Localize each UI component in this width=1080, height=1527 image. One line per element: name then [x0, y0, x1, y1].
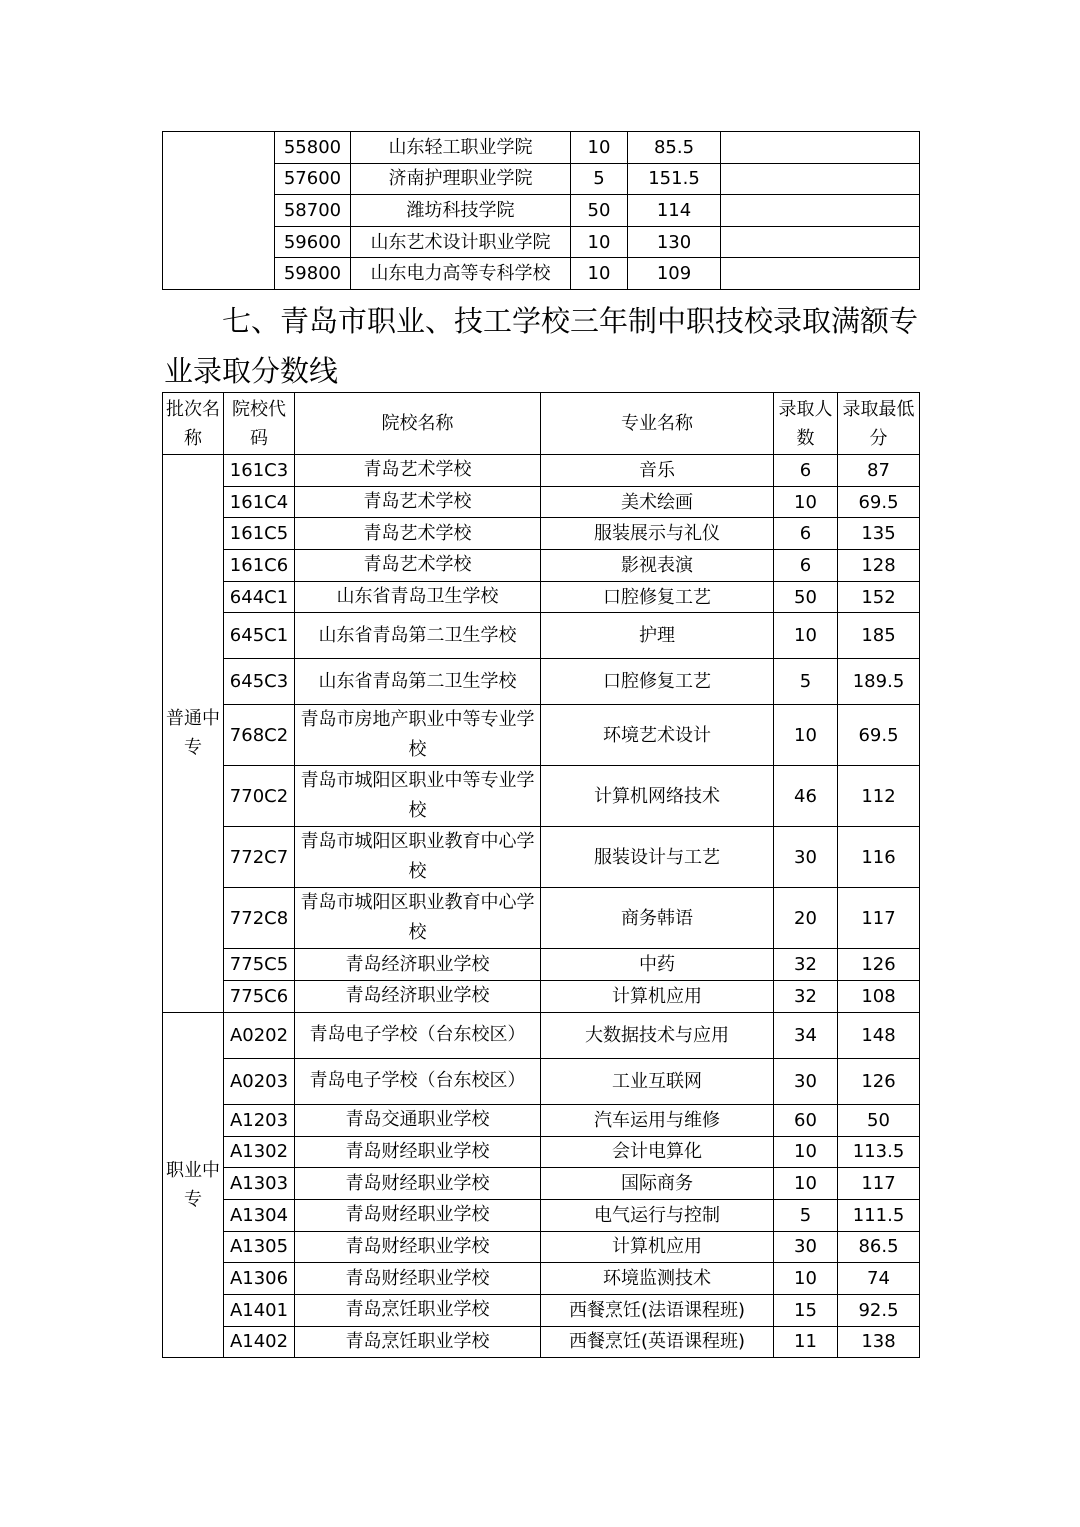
- school-name-continued: 校: [408, 922, 427, 944]
- code-cell: 644C1: [224, 581, 295, 613]
- code-cell: A1304: [224, 1199, 295, 1231]
- table-row: [163, 888, 920, 949]
- school-cell: [295, 888, 541, 949]
- table-row: [163, 1012, 920, 1058]
- count-cell: 6: [774, 455, 838, 487]
- major-cell: 电气运行与控制: [541, 1199, 774, 1231]
- header-count: [774, 393, 838, 455]
- school-cell: 山东艺术设计职业学院: [351, 226, 571, 258]
- score-cell: 130: [628, 226, 721, 258]
- school-cell: 山东轻工职业学院: [351, 132, 571, 164]
- count-cell: 30: [774, 827, 838, 888]
- code-cell: 645C1: [224, 613, 295, 659]
- count-cell: 10: [774, 613, 838, 659]
- table-row: [163, 827, 920, 888]
- school-name: 青岛烹饪职业学校: [345, 1330, 490, 1352]
- school-cell: [295, 1168, 541, 1200]
- count-cell: 50: [774, 581, 838, 613]
- school-name: 青岛艺术学校: [363, 554, 472, 576]
- school-cell: [295, 659, 541, 705]
- code-cell: 775C6: [224, 981, 295, 1013]
- score-cell: 126: [838, 949, 920, 981]
- school-cell: [295, 581, 541, 613]
- code-cell: 58700: [275, 195, 351, 227]
- school-name: 青岛经济职业学校: [345, 985, 490, 1007]
- school-cell: 山东电力高等专科学校: [351, 258, 571, 290]
- header-text: 录取人: [778, 398, 833, 420]
- continuation-table-body: [163, 132, 920, 290]
- header-text: 录取最低: [842, 398, 915, 420]
- school-name: 青岛市城阳区职业中等专业学: [300, 770, 535, 792]
- header-text: 院校代: [232, 398, 286, 420]
- code-cell: 161C4: [224, 486, 295, 518]
- code-cell: A1305: [224, 1231, 295, 1263]
- score-cell: 114: [628, 195, 721, 227]
- school-name: 青岛艺术学校: [363, 459, 472, 481]
- major-cell: 中药: [541, 949, 774, 981]
- major-cell: 音乐: [541, 455, 774, 487]
- school-cell: [295, 1199, 541, 1231]
- school-cell: [295, 1136, 541, 1168]
- header-code: [224, 393, 295, 455]
- school-name: 青岛电子学校（台东校区）: [309, 1024, 526, 1046]
- school-name: 青岛市房地产职业中等专业学: [300, 709, 535, 731]
- table-row: [163, 226, 920, 258]
- major-cell: 影视表演: [541, 550, 774, 582]
- table-row: [163, 613, 920, 659]
- header-text: 分: [869, 427, 888, 449]
- table-row: [163, 163, 920, 195]
- score-cell: 152: [838, 581, 920, 613]
- score-cell: 85.5: [628, 132, 721, 164]
- code-cell: A1401: [224, 1294, 295, 1326]
- count-cell: 6: [774, 550, 838, 582]
- school-name: 青岛财经职业学校: [345, 1267, 490, 1289]
- school-cell: [295, 981, 541, 1013]
- continuation-table: [162, 131, 920, 290]
- count-cell: 5: [774, 659, 838, 705]
- batch-cell: [163, 1012, 224, 1358]
- school-cell: [295, 550, 541, 582]
- header-batch: [163, 393, 224, 455]
- major-cell: 西餐烹饪(英语课程班): [541, 1326, 774, 1358]
- header-school: 院校名称: [295, 393, 541, 455]
- count-cell: 60: [774, 1104, 838, 1136]
- school-cell: [295, 1058, 541, 1104]
- major-cell: 口腔修复工艺: [541, 581, 774, 613]
- score-cell: 69.5: [838, 486, 920, 518]
- table-row: [163, 581, 920, 613]
- code-cell: 768C2: [224, 705, 295, 766]
- batch-label: 专: [184, 737, 202, 759]
- school-cell: [295, 613, 541, 659]
- table-row: [163, 659, 920, 705]
- code-cell: A0202: [224, 1012, 295, 1058]
- school-cell: [295, 766, 541, 827]
- table-row: [163, 486, 920, 518]
- code-cell: 645C3: [224, 659, 295, 705]
- school-name: 山东省青岛卫生学校: [336, 586, 499, 608]
- school-name: 青岛烹饪职业学校: [345, 1299, 490, 1321]
- school-name: 青岛财经职业学校: [345, 1204, 490, 1226]
- major-cell: 计算机应用: [541, 1231, 774, 1263]
- score-cell: 74: [838, 1263, 920, 1295]
- school-cell: 济南护理职业学院: [351, 163, 571, 195]
- score-cell: 185: [838, 613, 920, 659]
- table-row: [163, 1294, 920, 1326]
- table-row: [163, 1326, 920, 1358]
- school-cell: [295, 949, 541, 981]
- school-cell: [295, 1012, 541, 1058]
- score-cell: 92.5: [838, 1294, 920, 1326]
- table-row: [163, 1263, 920, 1295]
- school-cell: [295, 705, 541, 766]
- score-cell: 138: [838, 1326, 920, 1358]
- header-major: 专业名称: [541, 393, 774, 455]
- major-cell: 工业互联网: [541, 1058, 774, 1104]
- header-text: 码: [250, 427, 268, 449]
- score-cell: 108: [838, 981, 920, 1013]
- school-cell: 潍坊科技学院: [351, 195, 571, 227]
- batch-cell: [163, 132, 275, 290]
- school-name: 青岛财经职业学校: [345, 1172, 490, 1194]
- school-name: 山东省青岛第二卫生学校: [318, 670, 517, 692]
- table-row: [163, 949, 920, 981]
- note-cell: [721, 258, 920, 290]
- school-name: 山东省青岛第二卫生学校: [318, 624, 517, 646]
- table-row: [163, 258, 920, 290]
- header-text: 批次名: [166, 398, 220, 420]
- major-cell: 护理: [541, 613, 774, 659]
- code-cell: 775C5: [224, 949, 295, 981]
- code-cell: 57600: [275, 163, 351, 195]
- table-row: [163, 1136, 920, 1168]
- batch-label: 普通中: [166, 708, 220, 730]
- major-cell: 会计电算化: [541, 1136, 774, 1168]
- score-cell: 69.5: [838, 705, 920, 766]
- school-cell: [295, 827, 541, 888]
- count-cell: 32: [774, 981, 838, 1013]
- table-row: [163, 132, 920, 164]
- code-cell: A1203: [224, 1104, 295, 1136]
- table-row: [163, 1199, 920, 1231]
- score-cell: 148: [838, 1012, 920, 1058]
- code-cell: 772C8: [224, 888, 295, 949]
- major-cell: 国际商务: [541, 1168, 774, 1200]
- score-cell: 111.5: [838, 1199, 920, 1231]
- table-row: [163, 1058, 920, 1104]
- count-cell: 10: [571, 226, 628, 258]
- score-cell: 135: [838, 518, 920, 550]
- major-cell: 服装设计与工艺: [541, 827, 774, 888]
- code-cell: 161C6: [224, 550, 295, 582]
- major-cell: 计算机应用: [541, 981, 774, 1013]
- count-cell: 10: [774, 1136, 838, 1168]
- count-cell: 5: [774, 1199, 838, 1231]
- count-cell: 34: [774, 1012, 838, 1058]
- school-name: 青岛艺术学校: [363, 522, 472, 544]
- school-cell: [295, 455, 541, 487]
- major-cell: 环境监测技术: [541, 1263, 774, 1295]
- count-cell: 10: [774, 486, 838, 518]
- note-cell: [721, 163, 920, 195]
- count-cell: 10: [774, 705, 838, 766]
- school-name-continued: 校: [408, 800, 427, 822]
- score-cell: 109: [628, 258, 721, 290]
- school-cell: [295, 518, 541, 550]
- count-cell: 5: [571, 163, 628, 195]
- note-cell: [721, 226, 920, 258]
- school-cell: [295, 1326, 541, 1358]
- count-cell: 10: [774, 1263, 838, 1295]
- section-heading-line1: 七、青岛市职业、技工学校三年制中职技校录取满额专: [222, 304, 919, 338]
- table-header-row: [163, 393, 920, 455]
- count-cell: 10: [774, 1168, 838, 1200]
- major-cell: 商务韩语: [541, 888, 774, 949]
- note-cell: [721, 132, 920, 164]
- table-row: [163, 550, 920, 582]
- note-cell: [721, 195, 920, 227]
- major-cell: 服装展示与礼仪: [541, 518, 774, 550]
- table-row: [163, 455, 920, 487]
- code-cell: A1306: [224, 1263, 295, 1295]
- school-name: 青岛财经职业学校: [345, 1235, 490, 1257]
- count-cell: 11: [774, 1326, 838, 1358]
- score-cell: 112: [838, 766, 920, 827]
- count-cell: 50: [571, 195, 628, 227]
- score-cell: 113.5: [838, 1136, 920, 1168]
- school-name: 青岛市城阳区职业教育中心学: [300, 892, 535, 914]
- code-cell: 770C2: [224, 766, 295, 827]
- school-name-continued: 校: [408, 739, 427, 761]
- count-cell: 46: [774, 766, 838, 827]
- table-row: [163, 195, 920, 227]
- score-cell: 128: [838, 550, 920, 582]
- code-cell: A0203: [224, 1058, 295, 1104]
- admission-table-body: [163, 455, 920, 1358]
- header-text: 称: [184, 427, 202, 449]
- school-name: 青岛市城阳区职业教育中心学: [300, 831, 535, 853]
- section-heading-line2: 业录取分数线: [164, 354, 339, 388]
- school-cell: [295, 1263, 541, 1295]
- major-cell: 口腔修复工艺: [541, 659, 774, 705]
- school-name-continued: 校: [408, 861, 427, 883]
- major-cell: 环境艺术设计: [541, 705, 774, 766]
- score-cell: 117: [838, 1168, 920, 1200]
- code-cell: A1303: [224, 1168, 295, 1200]
- table-row: [163, 518, 920, 550]
- table-row: [163, 1231, 920, 1263]
- count-cell: 15: [774, 1294, 838, 1326]
- score-cell: 116: [838, 827, 920, 888]
- count-cell: 30: [774, 1231, 838, 1263]
- school-cell: [295, 1104, 541, 1136]
- table-row: [163, 1168, 920, 1200]
- score-cell: 126: [838, 1058, 920, 1104]
- table-row: [163, 705, 920, 766]
- admission-score-table: [162, 392, 920, 1358]
- major-cell: 汽车运用与维修: [541, 1104, 774, 1136]
- school-cell: [295, 1231, 541, 1263]
- code-cell: 59600: [275, 226, 351, 258]
- school-cell: [295, 1294, 541, 1326]
- major-cell: 西餐烹饪(法语课程班): [541, 1294, 774, 1326]
- table-row: [163, 766, 920, 827]
- code-cell: 161C5: [224, 518, 295, 550]
- score-cell: 50: [838, 1104, 920, 1136]
- code-cell: 55800: [275, 132, 351, 164]
- major-cell: 美术绘画: [541, 486, 774, 518]
- school-name: 青岛经济职业学校: [345, 953, 490, 975]
- school-name: 青岛财经职业学校: [345, 1140, 490, 1162]
- school-cell: [295, 486, 541, 518]
- batch-cell: [163, 455, 224, 1013]
- count-cell: 10: [571, 132, 628, 164]
- count-cell: 20: [774, 888, 838, 949]
- batch-label: 专: [184, 1189, 202, 1211]
- code-cell: A1302: [224, 1136, 295, 1168]
- major-cell: 计算机网络技术: [541, 766, 774, 827]
- count-cell: 6: [774, 518, 838, 550]
- code-cell: A1402: [224, 1326, 295, 1358]
- school-name: 青岛艺术学校: [363, 491, 472, 513]
- count-cell: 30: [774, 1058, 838, 1104]
- batch-label: 职业中: [166, 1160, 220, 1182]
- header-score: [838, 393, 920, 455]
- school-name: 青岛电子学校（台东校区）: [309, 1070, 526, 1092]
- header-text: 数: [796, 427, 815, 449]
- table-row: [163, 981, 920, 1013]
- score-cell: 117: [838, 888, 920, 949]
- major-cell: 大数据技术与应用: [541, 1012, 774, 1058]
- score-cell: 86.5: [838, 1231, 920, 1263]
- school-name: 青岛交通职业学校: [345, 1109, 490, 1131]
- code-cell: 59800: [275, 258, 351, 290]
- score-cell: 87: [838, 455, 920, 487]
- code-cell: 772C7: [224, 827, 295, 888]
- count-cell: 10: [571, 258, 628, 290]
- score-cell: 151.5: [628, 163, 721, 195]
- table-row: [163, 1104, 920, 1136]
- score-cell: 189.5: [838, 659, 920, 705]
- count-cell: 32: [774, 949, 838, 981]
- code-cell: 161C3: [224, 455, 295, 487]
